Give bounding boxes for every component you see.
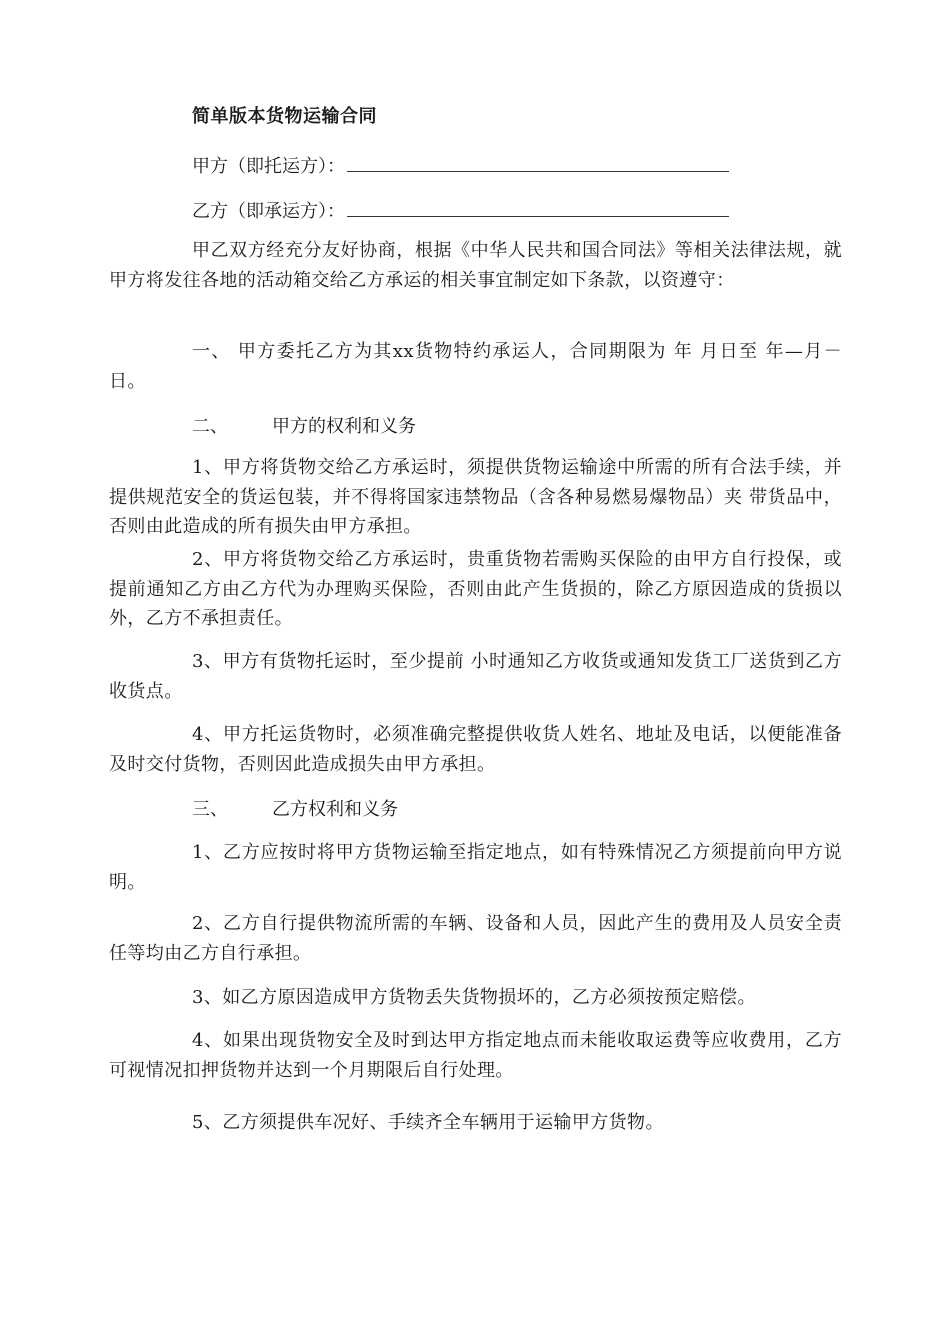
section-3-heading [192,795,398,821]
party-b-label: 乙方（即承运方）： [192,201,345,222]
party-a-blank [347,155,729,172]
section-3-title: 乙方权利和义务 [272,799,398,820]
document-title: 简单版本货物运输合同 [192,106,377,127]
b-item-5: 5、乙方须提供车况好、手续齐全车辆用于运输甲方货物。 [192,1112,664,1133]
section-2-title: 甲方的权利和义务 [272,416,416,437]
b-item-4: 4、如果出现货物安全及时到达甲方指定地点而未能收取运费等应收费用，乙方可视情况扣押货物并达到一个月期限后自行处理。 [109,1030,842,1081]
clause-1: 一、 甲方委托乙方为其xx货物特约承运人，合同期限为 年 月日至 年—月－日。 [109,341,842,392]
b-item-1: 1、乙方应按时将甲方货物运输至指定地点，如有特殊情况乙方须提前向甲方说明。 [109,842,842,893]
b-item-3: 3、如乙方原因造成甲方货物丢失货物损坏的，乙方必须按预定赔偿。 [192,987,756,1008]
party-b-line [192,197,729,223]
a-item-2: 2、甲方将货物交给乙方承运时，贵重货物若需购买保险的由甲方自行投保，或提前通知乙方由乙方代为办理购买保险，否则由此产生货损的，除乙方原因造成的货损以外，乙方不承担责任。 [109,549,842,629]
section-2-heading [192,412,416,438]
party-b-blank [347,200,729,217]
a-item-3: 3、甲方有货物托运时，至少提前 小时通知乙方收货或通知发货工厂送货到乙方收货点。 [109,651,842,702]
a-item-4: 4、甲方托运货物时，必须准确完整提供收货人姓名、地址及电话，以便能准备及时交付货物，否则因此造成损失由甲方承担。 [109,724,842,775]
party-a-label: 甲方（即托运方）： [192,156,345,177]
party-a-line [192,152,729,178]
section-3-number: 三、 [192,799,228,820]
b-item-2: 2、乙方自行提供物流所需的车辆、设备和人员，因此产生的费用及人员安全责任等均由乙方自行承担。 [109,913,842,964]
section-2-number: 二、 [192,416,228,437]
intro-paragraph: 甲乙双方经充分友好协商，根据《中华人民共和国合同法》等相关法律法规，就甲方将发往各地的活动箱交给乙方承运的相关事宜制定如下条款，以资遵守： [109,240,842,291]
a-item-1: 1、甲方将货物交给乙方承运时，须提供货物运输途中所需的所有合法手续，并提供规范安全的货运包装，并不得将国家违禁物品（含各种易燃易爆物品）夹 带货品中，否则由此造成的所有损失由甲方承担。 [109,457,842,537]
